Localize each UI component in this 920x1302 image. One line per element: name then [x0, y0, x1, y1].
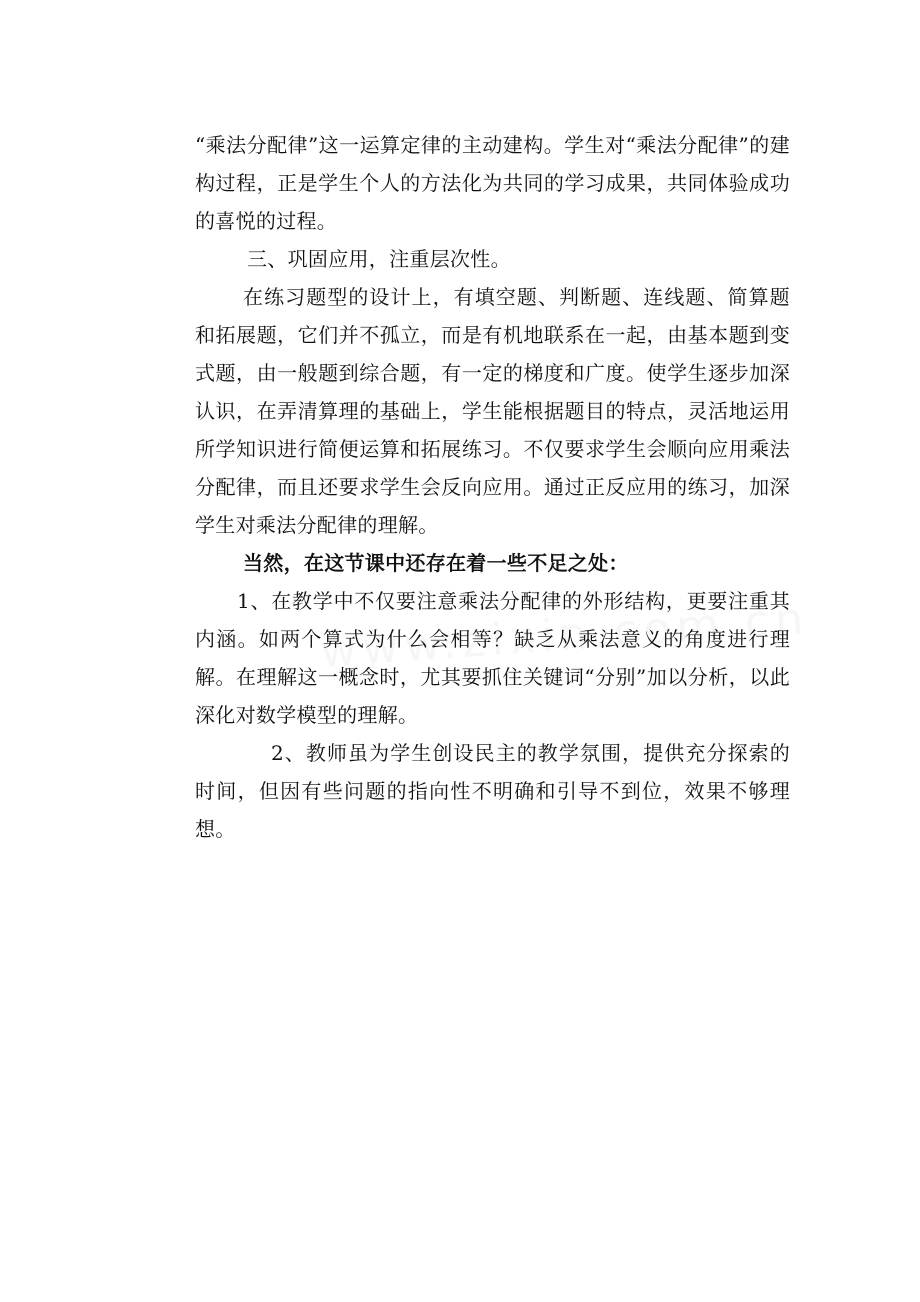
heading-shortcomings: 当然，在这节课中还存在着一些不足之处：	[243, 551, 629, 575]
section-heading-consolidation: 三、巩固应用，注重层次性。	[247, 247, 511, 271]
paragraph-shortcoming-2: 2、教师虽为学生创设民主的教学氛围，提供充分探索的时间，但因有些问题的指向性不明确和引导不到位，效果不够理想。	[195, 741, 790, 841]
paragraph-exercise-design: 在练习题型的设计上，有填空题、判断题、连线题、简算题和拓展题，它们并不孤立，而是有机地联系在一起，由基本题到变式题，由一般题到综合题，有一定的梯度和广度。使学生逐步加深认识，在弄清算理的基础上，学生能根据题目的特点，灵活地运用所学知识进行简便运算和拓展练习。不仅要求学生会顺向应用乘法分配律，而且还要求学生会反向应用。通过正反应用的练习，加深学生对乘法分配律的理解。	[195, 285, 790, 537]
paragraph-shortcoming-1: 1、在教学中不仅要注意乘法分配律的外形结构，更要注重其内涵。如两个算式为什么会相等？缺乏从乘法意义的角度进行理解。在理解这一概念时，尤其要抓住关键词“分别”加以分析，以此深化对数学模型的理解。	[195, 589, 790, 727]
paragraph-construction-summary: “乘法分配律”这一运算定律的主动建构。学生对“乘法分配律”的建构过程，正是学生个人的方法化为共同的学习成果，共同体验成功的喜悦的过程。	[195, 133, 790, 233]
